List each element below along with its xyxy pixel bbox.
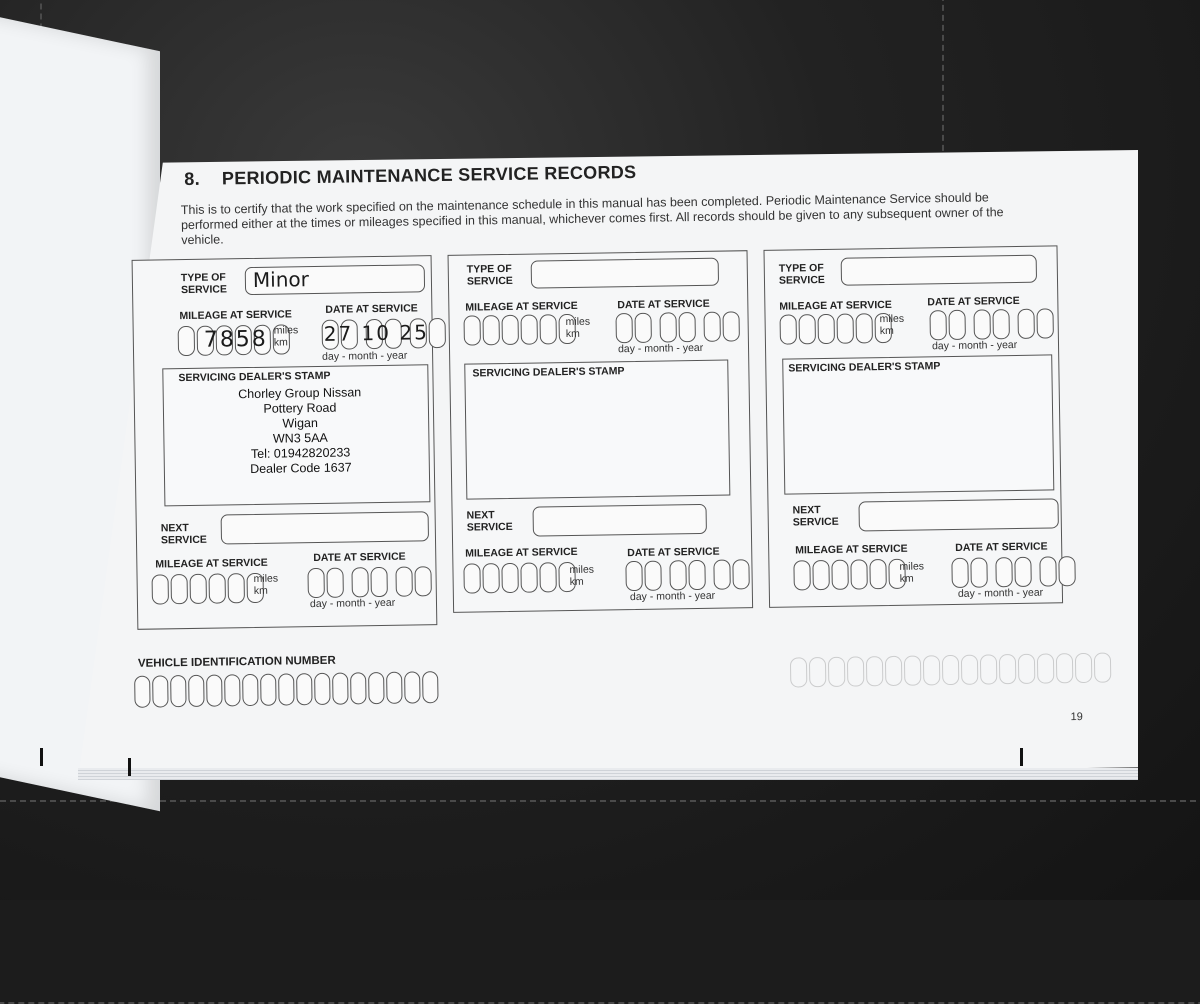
service-record-card [132, 255, 438, 630]
next-mileage-cells[interactable] [152, 573, 266, 605]
vin-cells[interactable] [134, 671, 440, 708]
next-date-label: DATE AT SERVICE [313, 550, 406, 565]
km-unit: km [879, 324, 894, 338]
next-service-label: NEXT SERVICE [160, 521, 207, 547]
page-corner-marker [40, 748, 43, 766]
next-mileage-label: MILEAGE AT SERVICE [155, 556, 268, 571]
next-date-cells[interactable] [951, 556, 1077, 588]
next-service-label: NEXT SERVICE [792, 504, 839, 529]
seat-stitching-lower [0, 800, 1200, 1004]
next-date-format-hint: day - month - year [309, 596, 396, 611]
date-format-hint: day - month - year [322, 349, 408, 363]
type-of-service-label: TYPE OF SERVICE [180, 271, 228, 297]
page-corner-marker [128, 758, 131, 776]
next-mileage-cells[interactable] [793, 559, 907, 591]
page-edges [78, 768, 1138, 780]
next-service-field[interactable] [858, 498, 1058, 531]
next-km-unit: km [899, 572, 914, 585]
mileage-label: MILEAGE AT SERVICE [465, 299, 578, 314]
next-date-label: DATE AT SERVICE [627, 545, 720, 560]
next-miles-unit: miles [899, 560, 925, 573]
km-unit: km [565, 327, 580, 341]
mileage-cells[interactable] [780, 313, 894, 345]
page-corner-marker [1020, 748, 1023, 766]
type-of-service-field[interactable] [531, 258, 719, 289]
dealer-stamp-label: SERVICING DEALER'S STAMP [178, 369, 331, 385]
page-content [122, 145, 1111, 760]
next-date-format-hint: day - month - year [629, 589, 716, 604]
type-of-service-label: TYPE OF SERVICE [466, 262, 513, 288]
date-cells[interactable] [929, 308, 1055, 340]
mileage-label: MILEAGE AT SERVICE [179, 308, 292, 323]
type-of-service-label: TYPE OF SERVICE [778, 261, 825, 287]
miles-unit: miles [273, 324, 299, 337]
next-service-field[interactable] [221, 511, 429, 544]
dealer-stamp-label: SERVICING DEALER'S STAMP [472, 365, 625, 380]
date-cells[interactable] [615, 311, 741, 343]
page-number: 19 [1070, 710, 1083, 724]
dealer-stamp-box [464, 360, 730, 500]
miles-unit: miles [879, 312, 905, 326]
date-label: DATE AT SERVICE [325, 302, 418, 316]
next-miles-unit: miles [569, 563, 595, 577]
km-unit: km [273, 336, 288, 349]
next-date-cells[interactable] [625, 559, 751, 591]
date-format-hint: day - month - year [931, 338, 1018, 353]
mileage-label: MILEAGE AT SERVICE [779, 298, 892, 313]
mileage-cells[interactable] [463, 314, 577, 346]
next-mileage-cells[interactable] [463, 562, 577, 594]
date-label: DATE AT SERVICE [617, 297, 710, 312]
next-service-field[interactable] [532, 504, 706, 537]
show-through-vin-cells [790, 652, 1113, 687]
next-date-label: DATE AT SERVICE [955, 540, 1048, 554]
date-value: 27 10 25 [323, 320, 429, 346]
dealer-stamp-text: Chorley Group Nissan Pottery Road Wigan WN3 5AA Tel: 01942820233 Dealer Code 1637 [238, 385, 362, 477]
next-miles-unit: miles [253, 572, 279, 585]
next-mileage-label: MILEAGE AT SERVICE [795, 542, 908, 557]
section-number: 8. [184, 168, 201, 190]
miles-unit: miles [565, 315, 591, 329]
date-format-hint: day - month - year [617, 341, 704, 356]
type-of-service-field[interactable] [841, 255, 1037, 286]
section-heading [184, 162, 636, 190]
next-date-format-hint: day - month - year [957, 586, 1044, 600]
service-record-card [448, 250, 754, 613]
dealer-stamp-box [782, 354, 1054, 494]
intro-text: This is to certify that the work specified on the maintenance schedule in this manual has been completed. Periodic Maintenance Service should be performed either at the times or mileages specified in this manual, whichever comes first. All records should be given to any subsequent owner of the vehicle. [180, 190, 1004, 248]
next-date-cells[interactable] [307, 566, 433, 598]
mileage-value: 7858 [203, 326, 269, 353]
dealer-stamp-label: SERVICING DEALER'S STAMP [788, 360, 941, 375]
next-km-unit: km [569, 575, 584, 589]
section-title: PERIODIC MAINTENANCE SERVICE RECORDS [221, 161, 637, 189]
service-record-card [763, 245, 1063, 608]
vin-label: VEHICLE IDENTIFICATION NUMBER [137, 654, 336, 670]
next-service-label: NEXT SERVICE [466, 509, 513, 534]
next-km-unit: km [253, 584, 268, 597]
date-label: DATE AT SERVICE [927, 294, 1020, 309]
type-of-service-value: Minor [252, 267, 310, 292]
next-mileage-label: MILEAGE AT SERVICE [465, 545, 578, 560]
